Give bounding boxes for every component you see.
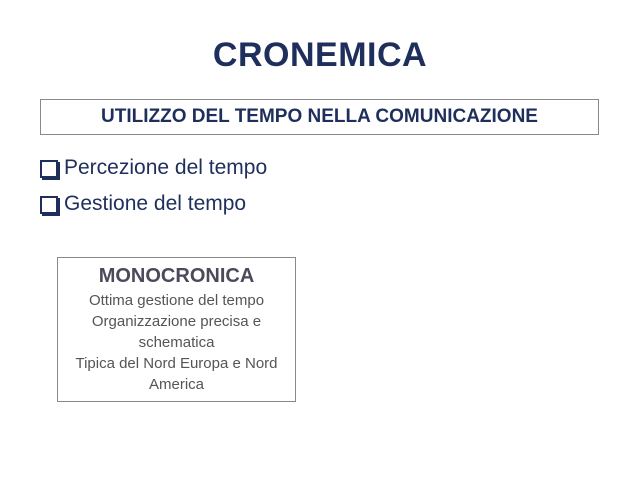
subtitle-box: [40, 99, 599, 135]
monocronica-line: schematica: [138, 334, 215, 351]
monocronica-line: Organizzazione precisa e: [91, 313, 262, 330]
bullet-text: Gestione del tempo: [64, 192, 247, 215]
monocronica-line: America: [148, 376, 204, 393]
slide-title: CRONEMICA: [212, 36, 428, 74]
subtitle-text: UTILIZZO DEL TEMPO NELLA COMUNICAZIONE: [101, 106, 538, 127]
checkbox-icon: [40, 196, 58, 214]
monocronica-line: Tipica del Nord Europa e Nord: [75, 355, 278, 372]
monocronica-line: Ottima gestione del tempo: [88, 292, 265, 309]
checkbox-icon: [40, 160, 58, 178]
monocronica-title: MONOCRONICA: [98, 265, 255, 287]
bullet-item: [40, 186, 267, 222]
bullet-text: Percezione del tempo: [64, 156, 268, 179]
bullet-list: [40, 150, 267, 222]
monocronica-box: [57, 257, 296, 402]
monocronica-lines: [58, 290, 295, 395]
bullet-item: [40, 150, 267, 186]
